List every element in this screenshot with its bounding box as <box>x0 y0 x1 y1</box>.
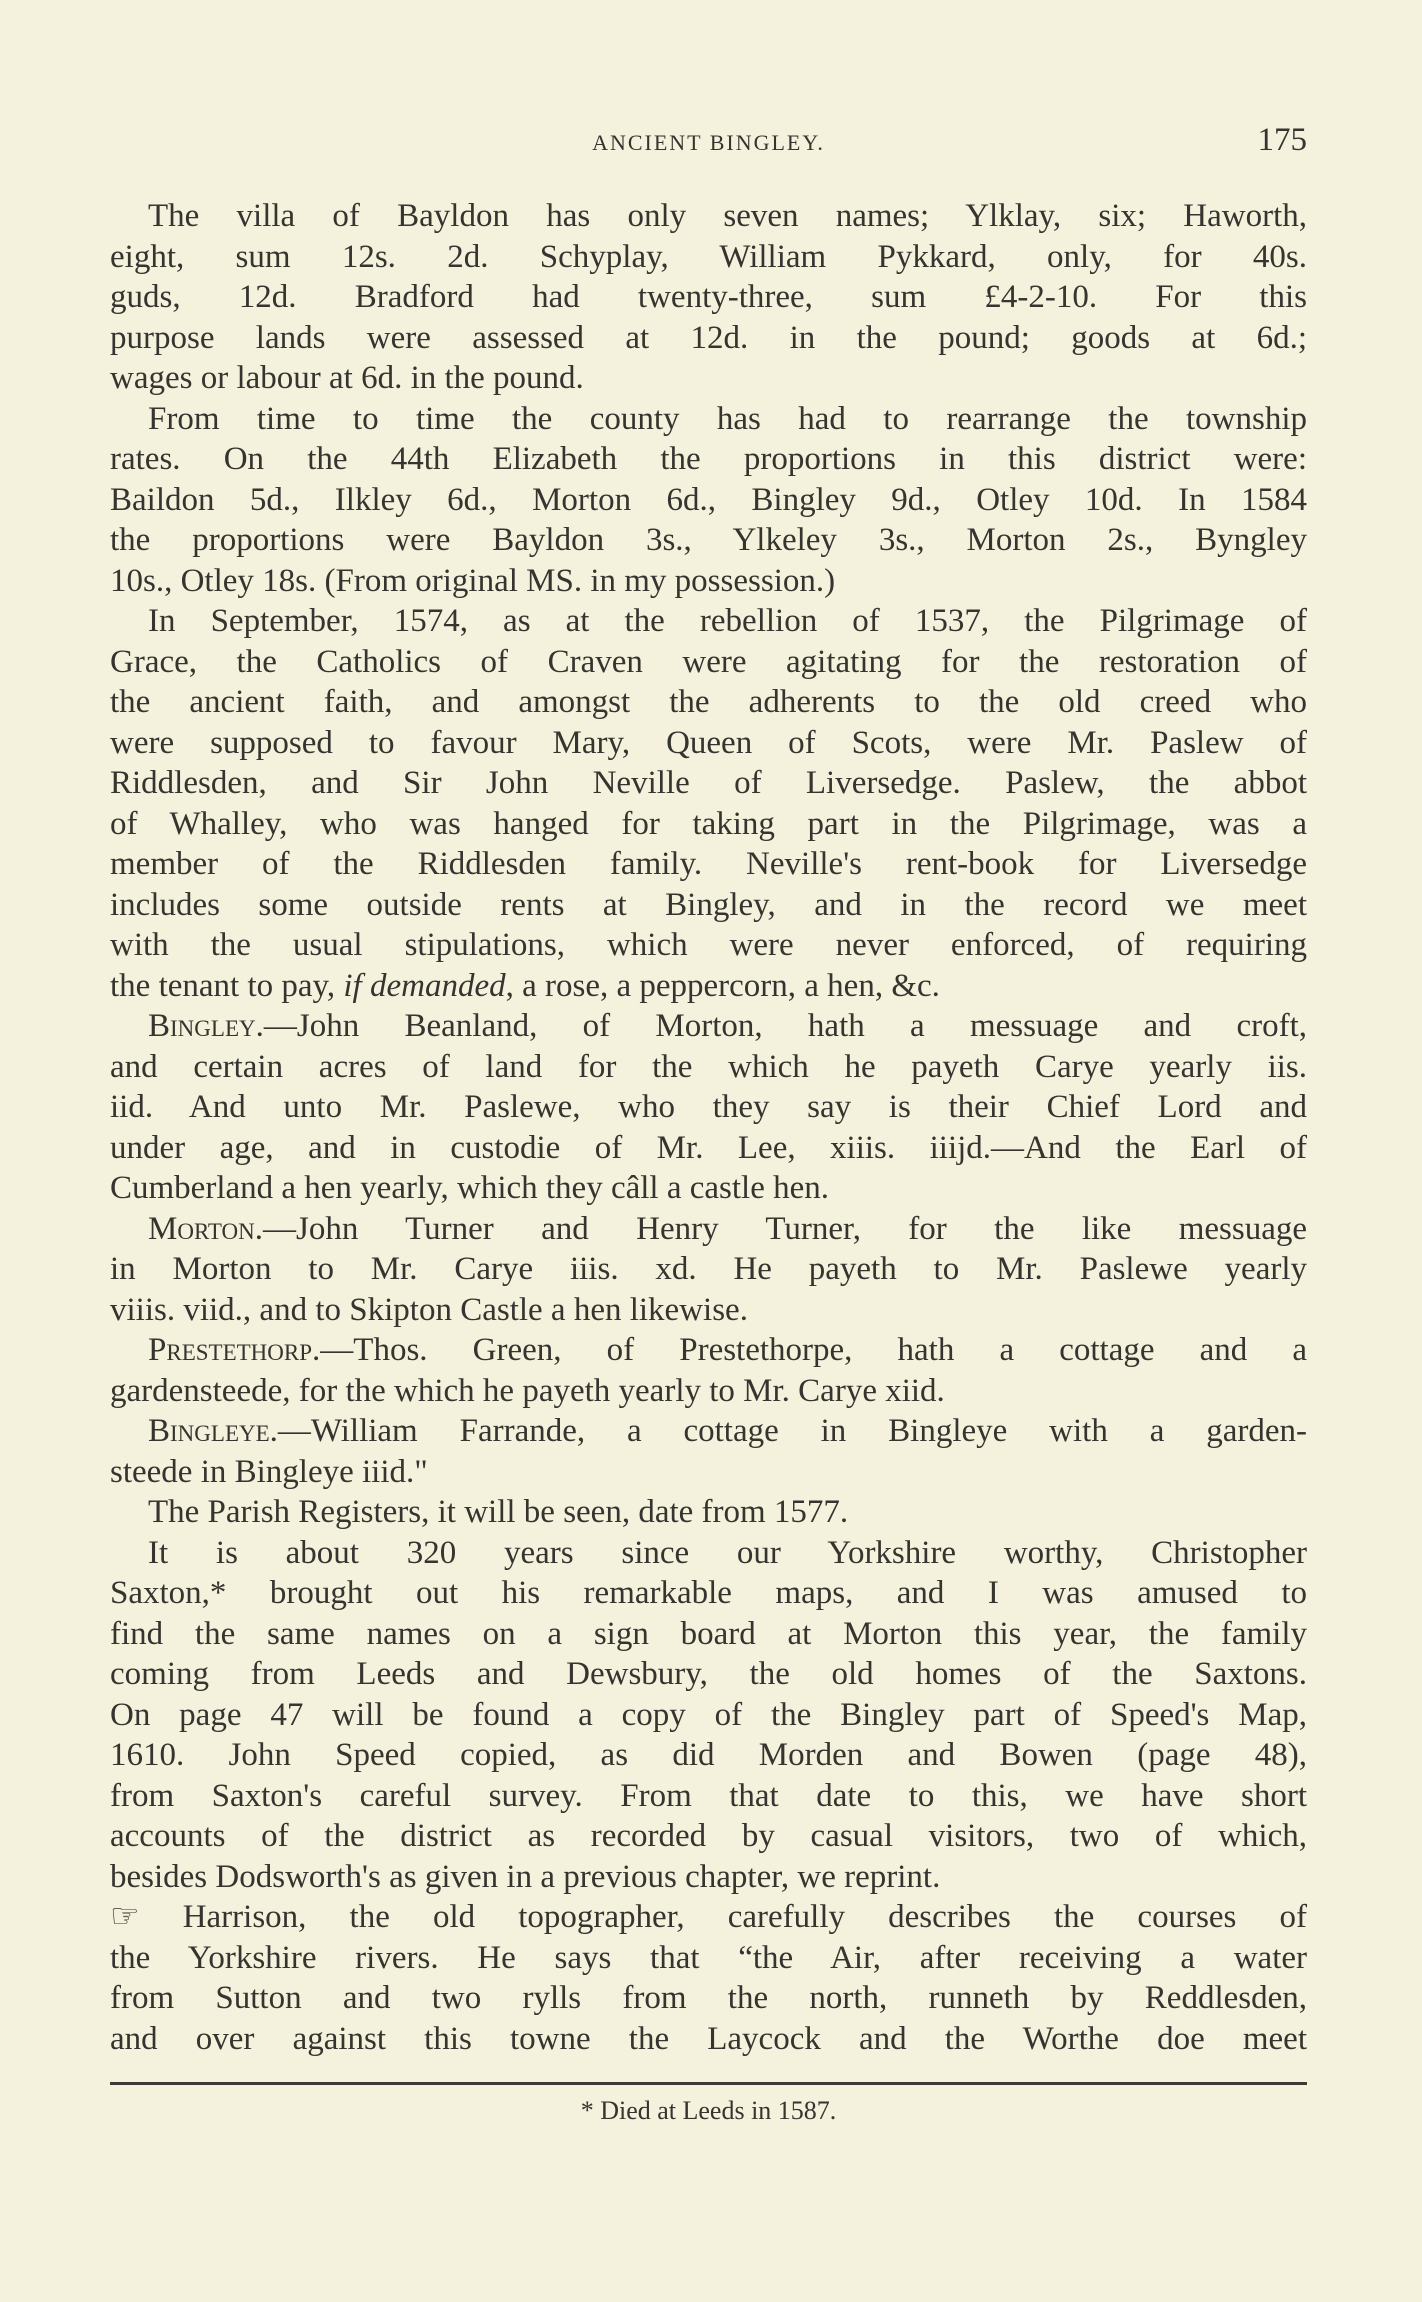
text-line: coming from Leeds and Dewsbury, the old homes of the Saxtons. <box>110 1656 1307 1692</box>
italic-text: if demanded <box>343 967 506 1004</box>
text-line: were supposed to favour Mary, Queen of Scots, were Mr. Paslew of <box>110 724 1307 761</box>
text-line: Riddlesden, and Sir John Neville of Liversedge. Paslew, the abbot <box>110 765 1307 801</box>
text-line: the proportions were Bayldon 3s., Ylkeley 3s., Morton 2s., Byngley <box>110 522 1307 558</box>
text-line: Grace, the Catholics of Craven were agitating for the restoration of <box>110 643 1307 680</box>
text-line: includes some outside rents at Bingley, and in the record we meet <box>110 886 1307 923</box>
text-line: viiis. viid., and to Skipton Castle a hen likewise. <box>110 1291 748 1328</box>
text-line: find the same names on a sign board at Morton this year, the family <box>110 1615 1307 1652</box>
text-line: rates. On the 44th Elizabeth the proportions in this district were: <box>110 441 1307 477</box>
text-line: with the usual stipulations, which were never enforced, of requiring <box>110 927 1307 963</box>
place-heading: Morton. <box>148 1210 264 1247</box>
running-title: ANCIENT BINGLEY. <box>592 130 825 155</box>
paragraph <box>110 1492 1307 1533</box>
footnote: * Died at Leeds in 1587. <box>580 2096 837 2125</box>
text-line: purpose lands were assessed at 12d. in the pound; goods at 6d.; <box>110 319 1307 356</box>
text-line: and over against this towne the Laycock and the Worthe doe meet <box>110 2020 1307 2057</box>
footnote-rule <box>110 2082 1307 2085</box>
text-line: 10s., Otley 18s. (From original MS. in my possession.) <box>110 562 836 599</box>
text-line: steede in Bingleye iiid." <box>110 1453 428 1490</box>
text-line <box>110 1330 1307 1371</box>
text-line <box>110 1209 1307 1250</box>
text-line: gardensteede, for the which he payeth yearly to Mr. Carye xiid. <box>110 1372 945 1409</box>
line-text: —William Farrande, a cottage in Bingleye with a garden- <box>277 1413 1307 1449</box>
line-text: the tenant to pay, <box>110 967 344 1004</box>
text-line: ☞ Harrison, the old topographer, carefully describes the courses of <box>110 1899 1307 1935</box>
paragraph <box>110 1533 1307 1898</box>
text-line: It is about 320 years since our Yorkshire worthy, Christopher <box>148 1534 1307 1571</box>
text-line <box>110 966 1307 1007</box>
line-text: , a rose, a peppercorn, a hen, &c. <box>505 967 940 1004</box>
paragraph <box>110 1006 1307 1209</box>
text-line: from Saxton's careful survey. From that date to this, we have short <box>110 1777 1307 1814</box>
running-head <box>110 122 1307 162</box>
text-line: 1610. John Speed copied, as did Morden and Bowen (page 48), <box>110 1737 1307 1773</box>
text-line: On page 47 will be found a copy of the Bingley part of Speed's Map, <box>110 1696 1307 1733</box>
text-line: besides Dodsworth's as given in a previous chapter, we reprint. <box>110 1858 941 1895</box>
line-text: —John Beanland, of Morton, hath a messuage and croft, <box>263 1008 1307 1044</box>
text-line: the Yorkshire rivers. He says that “the Air, after receiving a water <box>110 1939 1307 1976</box>
paragraph <box>110 1330 1307 1411</box>
text-line: under age, and in custodie of Mr. Lee, xiiis. iiijd.—And the Earl of <box>110 1129 1307 1166</box>
text-line: Baildon 5d., Ilkley 6d., Morton 6d., Bingley 9d., Otley 10d. In 1584 <box>110 481 1307 518</box>
text-line: eight, sum 12s. 2d. Schyplay, William Pykkard, only, for 40s. <box>110 238 1307 275</box>
place-heading: Bingleye. <box>148 1413 278 1449</box>
line-text: —John Turner and Henry Turner, for the like messuage <box>263 1210 1307 1247</box>
paragraph <box>110 1411 1307 1492</box>
page-number: 175 <box>1257 122 1307 158</box>
body-text <box>110 196 1307 2059</box>
line-text: —Thos. Green, of Prestethorpe, hath a cottage and a <box>320 1332 1307 1368</box>
text-line: accounts of the district as recorded by casual visitors, two of which, <box>110 1818 1307 1854</box>
text-line: iid. And unto Mr. Paslewe, who they say is their Chief Lord and <box>110 1089 1307 1125</box>
place-heading: Prestethorp. <box>148 1332 321 1368</box>
text-line: in Morton to Mr. Carye iiis. xd. He payeth to Mr. Paslewe yearly <box>110 1251 1307 1287</box>
paragraph <box>110 399 1307 602</box>
text-line: Cumberland a hen yearly, which they câll a castle hen. <box>110 1170 829 1206</box>
paragraph <box>110 1209 1307 1331</box>
paragraph <box>110 1897 1307 2059</box>
text-line: The villa of Bayldon has only seven names; Ylklay, six; Haworth, <box>148 198 1307 234</box>
text-line: From time to time the county has had to rearrange the township <box>148 400 1307 437</box>
text-line: The Parish Registers, it will be seen, date from 1577. <box>148 1494 849 1530</box>
text-line: In September, 1574, as at the rebellion of 1537, the Pilgrimage of <box>148 603 1307 639</box>
text-line: wages or labour at 6d. in the pound. <box>110 360 584 396</box>
paragraph <box>110 601 1307 1006</box>
text-line <box>110 1411 1307 1452</box>
text-line: of Whalley, who was hanged for taking part in the Pilgrimage, was a <box>110 805 1307 842</box>
text-line: member of the Riddlesden family. Neville's rent-book for Liversedge <box>110 846 1307 882</box>
text-line <box>110 1006 1307 1047</box>
text-line: from Sutton and two rylls from the north, runneth by Reddlesden, <box>110 1980 1307 2016</box>
text-line: and certain acres of land for the which he payeth Carye yearly iis. <box>110 1048 1307 1085</box>
text-line: guds, 12d. Bradford had twenty-three, sum £4-2-10. For this <box>110 279 1307 315</box>
text-line: Saxton,* brought out his remarkable maps, and I was amused to <box>110 1575 1307 1611</box>
place-heading: Bingley. <box>148 1008 264 1044</box>
text-line: the ancient faith, and amongst the adherents to the old creed who <box>110 684 1307 720</box>
paragraph <box>110 196 1307 399</box>
